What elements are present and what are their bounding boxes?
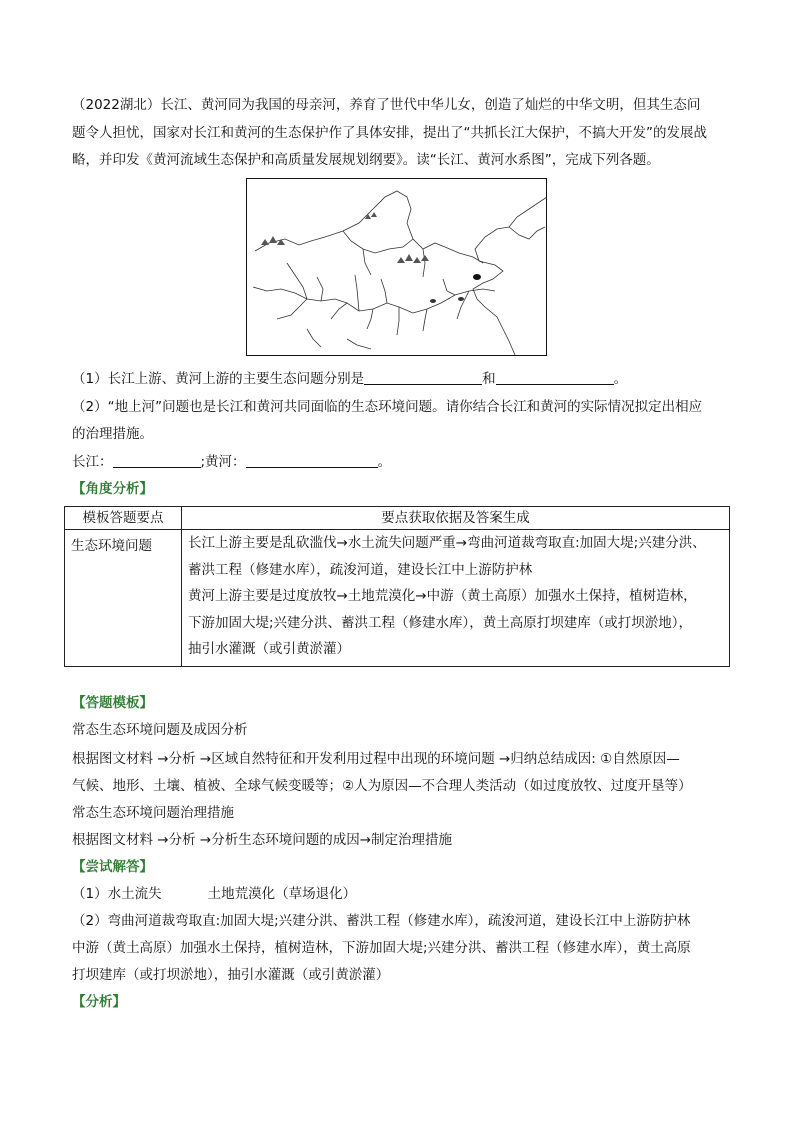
attempt-line: 中游（黄土高原）加强水土保持，植树造林，下游加固大堤;兴建分洪、蓄洪工程（修建水库），黄土高原 (72, 940, 691, 956)
question-2-answers: 长江： ;黄河： 。 (72, 454, 392, 470)
row-line: 长江上游主要是乱砍滥伐→水土流失问题严重→弯曲河道裁弯取直:加固大堤;兴建分洪、 (188, 535, 706, 551)
answer-blank-1[interactable] (364, 371, 482, 385)
template-line: 常态生态环境问题治理措施 (72, 805, 234, 821)
answer-blank-2[interactable] (496, 371, 614, 385)
answer-blank-yellow-river[interactable] (246, 454, 378, 468)
row-content (182, 530, 730, 667)
template-line: 气候、地形、土壤、植被、全球气候变暖等；②人为原因—不合理人类活动（如过度放牧、过度开垦等） (72, 778, 692, 794)
analysis-heading: 【分析】 (72, 994, 126, 1010)
table-header-col1: 模板答题要点 (65, 507, 182, 530)
template-line: 根据图文材料 →分析 →区域自然特征和开发利用过程中出现的环境问题 →归纳总结成因: ①自然原因— (72, 751, 680, 767)
table-row (65, 530, 730, 667)
template-heading: 【答题模板】 (72, 695, 153, 711)
row-label: 生态环境问题 (65, 530, 182, 667)
row-line: 蓄洪工程（修建水库），疏浚河道，建设长江中上游防护林 (188, 561, 533, 578)
attempt-answer-1: （1）水土流失 土地荒漠化（草场退化） (72, 886, 357, 902)
template-line: 根据图文材料 →分析 →分析生态环境问题的成因→制定治理措施 (72, 832, 453, 848)
river-map-illustration (247, 179, 547, 356)
angle-analysis-table (64, 506, 730, 667)
intro-line-3: 略，并印发《黄河流域生态保护和高质量发展规划纲要》。读“长江、黄河水系图”，完成下列各题。 (72, 152, 660, 168)
row-line: 下游加固大堤;兴建分洪、蓄洪工程（修建水库），黄土高原打坝建库（或打坝淤地）， (188, 614, 693, 631)
question-1: （1）长江上游、黄河上游的主要生态问题分别是 和 。 (72, 371, 628, 387)
intro-line-2: 题令人担忧，国家对长江和黄河的生态保护作了具体安排，提出了“共抓长江大保护，不搞大开发”的发展战 (72, 125, 707, 141)
table-header-row (65, 507, 730, 530)
angle-analysis-heading: 【角度分析】 (72, 481, 153, 497)
template-line: 常态生态环境问题及成因分析 (72, 722, 248, 738)
table-header-col2: 要点获取依据及答案生成 (182, 507, 730, 530)
attempt-line: 打坝建库（或打坝淤地），抽引水灌溉（或引黄淤灌） (72, 967, 390, 983)
question-2-line-2: 的治理措施。 (72, 426, 153, 442)
intro-line-1: （2022湖北）长江、黄河同为我国的母亲河，养育了世代中华儿女，创造了灿烂的中华文明，但其生态问 (72, 97, 701, 113)
row-line: 抽引水灌溉（或引黄淤灌） (188, 641, 350, 657)
question-2-line-1: （2）“地上河”问题也是长江和黄河共同面临的生态环境问题。请你结合长江和黄河的实际情况拟定出相应 (72, 399, 703, 415)
answer-blank-yangtze[interactable] (113, 454, 201, 468)
river-system-map (246, 178, 547, 356)
attempt-heading: 【尝试解答】 (72, 859, 153, 875)
attempt-line: （2）弯曲河道裁弯取直:加固大堤;兴建分洪、蓄洪工程（修建水库），疏浚河道，建设长江中上游防护林 (72, 913, 691, 929)
row-line: 黄河上游主要是过度放牧→土地荒漠化→中游（黄土高原）加强水土保持，植树造林， (188, 588, 697, 604)
